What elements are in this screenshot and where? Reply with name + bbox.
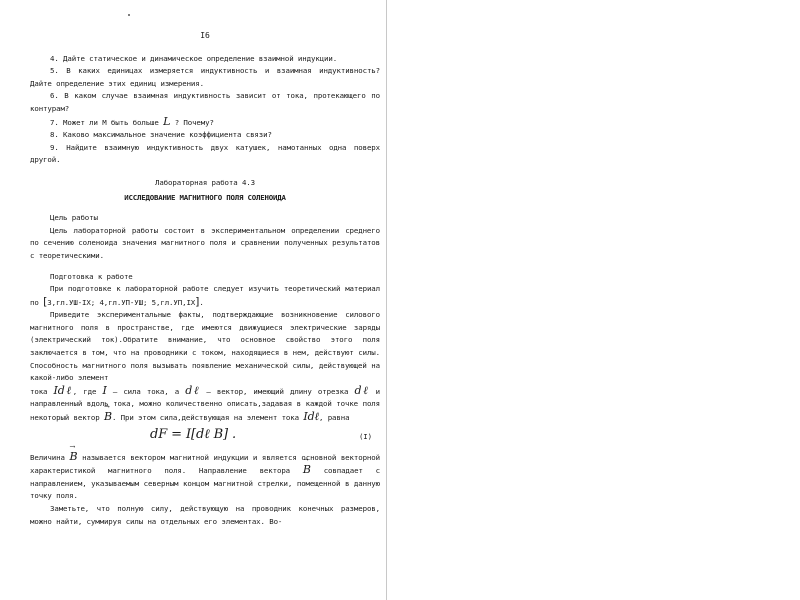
paragraph-magnetic-induction [30, 451, 380, 503]
question-4: 4. Дайте статическое и динамическое определение взаимной индукции. [50, 53, 338, 63]
question-6: 6. В каком случае взаимная индуктивность зависит от тока, протекающего по контурам? [30, 91, 380, 113]
inductance-symbol: L [163, 114, 171, 128]
goal-heading: Цель работы [50, 213, 98, 223]
paragraph-field-description: Приведите экспериментальные факты, подтверждающие возникновение силового магнитного поля в пространстве, где имеются движущиеся электрические заряды (электрический ток).Обратите внимание, что основное свойство этого поля заключается в том, что на проводники с током, находящиеся в нем, действуют силы. Способность магнитного поля вызывать появление механической силы, действующей на какой-либо элемент [30, 310, 380, 383]
text-induction-definition: называется вектором магнитной индукции и является основной векторной характеристикой магнитного поля. Направление вектора [30, 452, 380, 476]
goal-text: Цель лабораторной работы состоит в экспериментальном определении среднего по сечению соленоида значения магнитного поля и сравнении полученных результатов с теоретическими. [30, 225, 380, 260]
question-9: 9. Найдите взаимную индуктивность двух катушек, намотанных одна поверх другой. [30, 142, 380, 165]
text-vector-length: – вектор, имеющий длину [206, 386, 312, 396]
ampere-force-formula: dF = I[dℓ B] . [150, 426, 237, 442]
b-vector-symbol-3: → B [303, 463, 311, 476]
question-7-text: 7. Может ли M быть больше [50, 117, 159, 127]
paragraph-total-force: Заметьте, что полную силу, действующую на проводник конечных размеров, можно найти, суммируя силы на отдельных его элементах. Во- [30, 504, 380, 526]
lab-title: Лабораторная работа 4.3 [154, 177, 256, 187]
b-vector-symbol: → B [104, 410, 112, 423]
prep-text-body: При подготовке к лабораторной работе следует изучить теоретический материал по [30, 284, 380, 307]
prep-references: 3,гл.УШ-IX; 4,гл.УП-УШ; 5,гл.УП,IX [47, 297, 196, 307]
document-page [0, 0, 387, 600]
question-5: 5. В каких единицах измеряется индуктивность и взаимная индуктивность? Дайте определение этих единиц измерения. [30, 66, 380, 88]
prep-heading: Подготовка к работе [50, 271, 133, 281]
text-direction: и направленный вдоль тока, можно количественно описать,задавая в каждой точке поля некоторый вектор [30, 386, 380, 423]
text-sila-toka: – сила тока, а [112, 386, 180, 396]
formula-row [30, 427, 380, 449]
question-7-tail: ? Почему? [174, 117, 214, 127]
text-tok: тока [30, 386, 48, 396]
current-element-symbol-2: Idℓ [303, 410, 319, 424]
dl-symbol: dℓ [185, 383, 201, 397]
paragraph-field-continued [30, 385, 380, 425]
formula-number: (I) [358, 431, 372, 441]
text-force: . При этом сила,действующая на элемент тока [111, 413, 299, 423]
ref-bracket-close: ] [195, 294, 200, 308]
page-number: I6 [200, 31, 210, 40]
text-direction-north: совпадает с направлением, указываемым северным концом магнитной стрелки, помещенной в данную точку поля. [30, 466, 380, 501]
speck-mark [128, 14, 130, 16]
text-otrezka: отрезка [317, 386, 349, 396]
current-symbol: I [102, 383, 107, 397]
b-vector-symbol-2: → B [69, 450, 77, 463]
ref-bracket-open: [ [43, 294, 48, 308]
text-velichina: Величина [30, 452, 65, 462]
prep-text: При подготовке к лабораторной работе следует изучить теоретический материал по [3,гл.УШ-IX; 4,гл.УП-УШ; 5,гл.УП,IX]. [30, 284, 380, 308]
question-7 [30, 116, 380, 130]
text-ravna: , равна [319, 413, 350, 423]
question-8: 8. Каково максимальное значение коэффициента связи? [50, 130, 272, 140]
page-content [30, 30, 380, 528]
text-gde: , где [72, 386, 97, 396]
current-element-symbol: Idℓ [53, 383, 73, 397]
dl-symbol-2: dℓ [354, 383, 370, 397]
lab-subtitle: ИССЛЕДОВАНИЕ МАГНИТНОГО ПОЛЯ СОЛЕНОИДА [124, 192, 286, 202]
